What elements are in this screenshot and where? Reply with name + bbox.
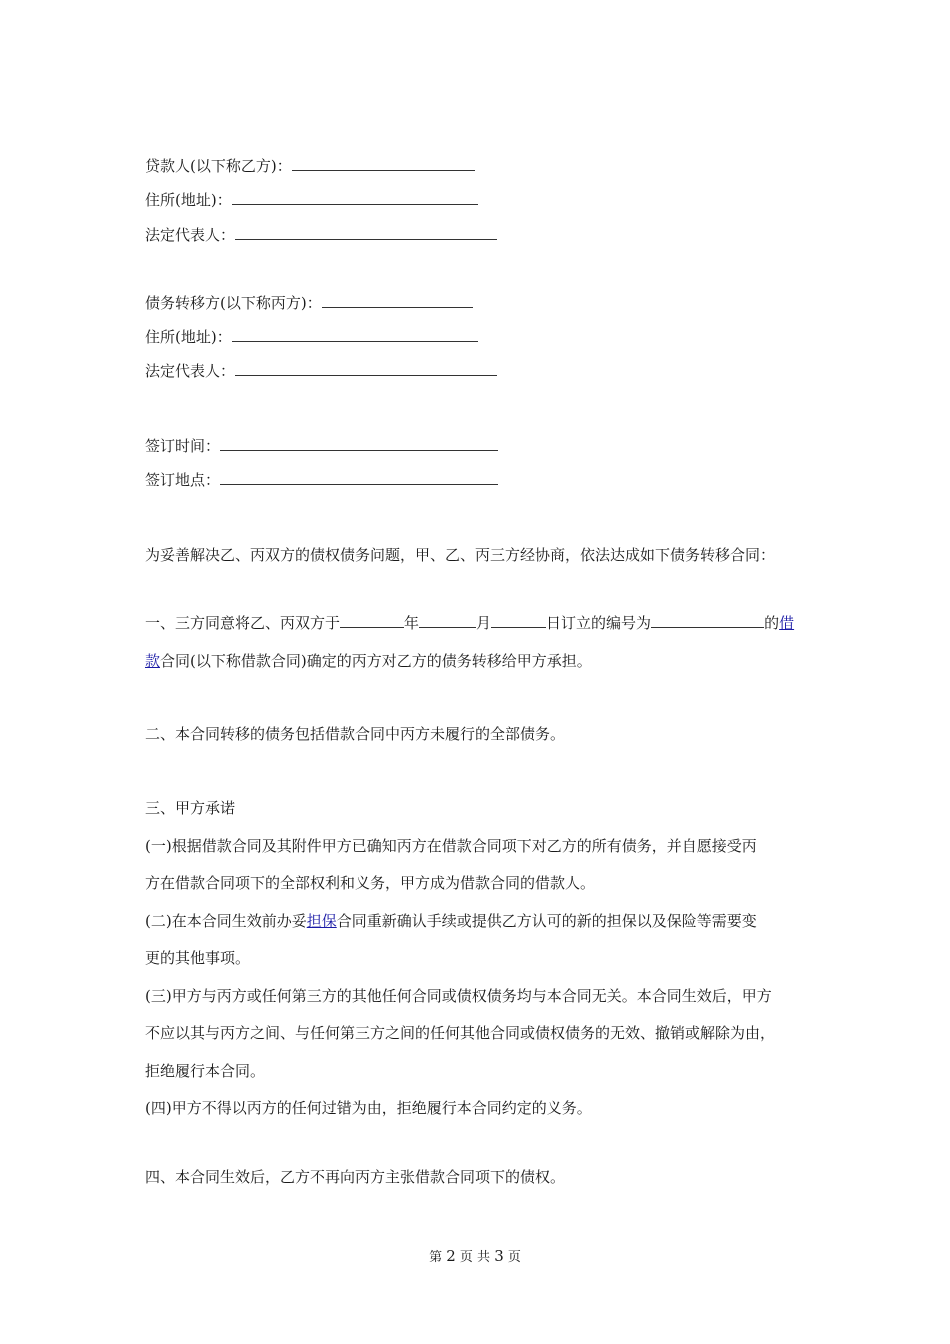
signing-place-blank[interactable]	[220, 470, 498, 485]
footer-total-pages: 3	[494, 1247, 504, 1265]
clause1-line2	[145, 651, 592, 671]
clause3-item2-pre: (二)在本合同生效前办妥	[145, 912, 307, 930]
clause1-month: 月	[476, 614, 492, 632]
lender-address-label: 住所(地址)：	[145, 191, 232, 209]
day-blank[interactable]	[491, 613, 546, 628]
clause1-line1	[145, 613, 794, 633]
debtor-label: 债务转移方(以下称丙方)：	[145, 294, 322, 312]
clause1-of: 的	[764, 614, 780, 632]
debtor-address-label: 住所(地址)：	[145, 328, 232, 346]
clause1-day-text: 日订立的编号为	[546, 614, 652, 632]
month-blank[interactable]	[419, 613, 476, 628]
footer-page-number: 2	[446, 1247, 456, 1265]
clause3-item1-line1: (一)根据借款合同及其附件甲方已确知丙方在借款合同项下对乙方的所有债务，并自愿接受丙	[145, 837, 757, 855]
clause3-item2-line2: 更的其他事项。	[145, 949, 251, 967]
debtor-rep-line	[145, 361, 497, 381]
guarantee-link[interactable]: 担保	[306, 912, 337, 930]
footer-suffix: 页	[507, 1250, 521, 1265]
footer-prefix: 第	[429, 1250, 443, 1265]
clause4-paragraph: 四、本合同生效后，乙方不再向丙方主张借款合同项下的债权。	[145, 1168, 566, 1186]
debtor-address-line	[145, 327, 478, 347]
lender-name-line	[145, 156, 475, 176]
clause3-item1-line2: 方在借款合同项下的全部权利和义务，甲方成为借款合同的借款人。	[145, 874, 596, 892]
debtor-rep-blank[interactable]	[235, 361, 497, 376]
clause3-item2-line1	[145, 911, 757, 931]
clause2-paragraph: 二、本合同转移的债务包括借款合同中丙方未履行的全部债务。	[145, 725, 566, 743]
signing-place-line	[145, 470, 498, 490]
debtor-name-line	[145, 293, 473, 313]
lender-address-blank[interactable]	[232, 190, 478, 205]
page-footer	[0, 1246, 950, 1265]
year-blank[interactable]	[340, 613, 404, 628]
debtor-address-blank[interactable]	[232, 327, 478, 342]
loan-link-part2[interactable]: 款	[145, 652, 161, 670]
signing-time-blank[interactable]	[220, 436, 498, 451]
debtor-name-blank[interactable]	[322, 293, 473, 308]
clause1-rest: 合同(以下称借款合同)确定的丙方对乙方的债务转移给甲方承担。	[160, 652, 592, 670]
lender-name-blank[interactable]	[292, 156, 475, 171]
lender-rep-line	[145, 225, 497, 245]
clause1-prefix: 一、三方同意将乙、丙双方于	[145, 614, 341, 632]
lender-address-line	[145, 190, 478, 210]
signing-time-label: 签订时间：	[145, 437, 221, 455]
clause3-item3-line1: (三)甲方与丙方或任何第三方的其他任何合同或债权债务均与本合同无关。本合同生效后，甲方	[145, 987, 772, 1005]
loan-link-part1[interactable]: 借	[779, 614, 795, 632]
clause3-item3-line3: 拒绝履行本合同。	[145, 1062, 266, 1080]
contract-number-blank[interactable]	[651, 613, 764, 628]
lender-label: 贷款人(以下称乙方)：	[145, 157, 292, 175]
lender-rep-label: 法定代表人：	[145, 226, 236, 244]
lender-rep-blank[interactable]	[235, 225, 497, 240]
clause3-title: 三、甲方承诺	[145, 799, 236, 817]
signing-place-label: 签订地点：	[145, 471, 221, 489]
clause3-item3-line2: 不应以其与丙方之间、与任何第三方之间的任何其他合同或债权债务的无效、撤销或解除为由，	[145, 1024, 776, 1042]
clause1-year: 年	[404, 614, 420, 632]
clause3-item2-post: 合同重新确认手续或提供乙方认可的新的担保以及保险等需要变	[336, 912, 757, 930]
signing-time-line	[145, 436, 498, 456]
clause3-item4: (四)甲方不得以丙方的任何过错为由，拒绝履行本合同约定的义务。	[145, 1099, 592, 1117]
intro-paragraph: 为妥善解决乙、丙双方的债权债务问题，甲、乙、丙三方经协商，依法达成如下债务转移合同：	[145, 546, 776, 564]
debtor-rep-label: 法定代表人：	[145, 362, 236, 380]
footer-mid: 页 共	[459, 1250, 491, 1265]
